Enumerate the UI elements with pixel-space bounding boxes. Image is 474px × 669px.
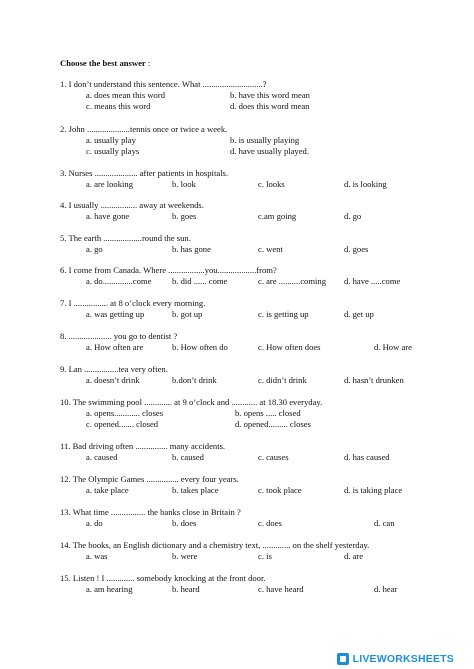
question-15 xyxy=(60,573,460,595)
question-stem: 13. What time ................ the banks close in Britain ? xyxy=(60,507,241,517)
options-row xyxy=(60,179,460,190)
question-stem: 4. I usually ................. away at weekends. xyxy=(60,200,204,210)
options-row xyxy=(60,211,460,222)
question-stem: 15. Listen ! I ............. somebody knocking at the front door. xyxy=(60,573,266,583)
option-c[interactable]: c. causes xyxy=(258,452,289,462)
option-a[interactable]: a. do..............come xyxy=(86,276,152,286)
option-b[interactable]: b. opens ..... closed xyxy=(235,408,301,418)
liveworksheets-logo-icon xyxy=(337,653,349,665)
options-row xyxy=(60,375,460,386)
option-a[interactable]: a. How often are xyxy=(86,342,144,352)
option-c[interactable]: c.am going xyxy=(258,211,297,221)
option-b[interactable]: b. caused xyxy=(172,452,204,462)
option-d[interactable]: d. have usually played. xyxy=(230,146,309,156)
question-11 xyxy=(60,441,460,463)
option-a[interactable]: a. am hearing xyxy=(86,584,133,594)
question-10 xyxy=(60,397,460,430)
option-b[interactable]: b. did ...... come xyxy=(172,276,228,286)
options-row xyxy=(60,485,460,496)
option-a[interactable]: a. have gone xyxy=(86,211,130,221)
option-a[interactable]: a. does mean this word xyxy=(86,90,165,100)
option-c[interactable]: c. means this word xyxy=(86,101,151,111)
brand-name: LIVEWORKSHEETS xyxy=(352,652,454,665)
options-row xyxy=(60,90,460,101)
option-b[interactable]: b.don’t drink xyxy=(172,375,217,385)
option-c[interactable]: c. looks xyxy=(258,179,285,189)
question-1 xyxy=(60,79,460,112)
options-row xyxy=(60,452,460,463)
options-row xyxy=(60,135,460,146)
option-d[interactable]: d. does this word mean xyxy=(230,101,310,111)
option-d[interactable]: d. hear xyxy=(374,584,398,594)
option-a[interactable]: a. was getting up xyxy=(86,309,145,319)
question-stem: 14. The books, an English dictionary and a chemistry text, ............. on the shelf yesterday. xyxy=(60,540,370,550)
instructions-label: Choose the best answer xyxy=(60,58,146,68)
option-a[interactable]: a. was xyxy=(86,551,108,561)
option-c[interactable]: c. are ..........coming xyxy=(258,276,327,286)
instructions-colon: : xyxy=(145,58,151,68)
question-stem: 1. I don’t understand this sentence. What ............................? xyxy=(60,79,267,89)
liveworksheets-brand[interactable] xyxy=(337,653,454,665)
question-14 xyxy=(60,540,460,562)
option-c[interactable]: c. have heard xyxy=(258,584,304,594)
options-row xyxy=(60,584,460,595)
question-stem: 5. The earth ..................round the sun. xyxy=(60,233,191,243)
option-b[interactable]: b. How often do xyxy=(172,342,228,352)
option-c[interactable]: c. went xyxy=(258,244,283,254)
question-13 xyxy=(60,507,460,529)
instructions-heading xyxy=(60,58,150,68)
option-a[interactable]: a. caused xyxy=(86,452,118,462)
option-b[interactable]: b. heard xyxy=(172,584,200,594)
question-stem: 10. The swimming pool ............. at 9 o’clock and ............ at 18.30 everyday. xyxy=(60,397,323,407)
question-stem: 9. Lan ................tea very often. xyxy=(60,364,168,374)
option-a[interactable]: a. take place xyxy=(86,485,129,495)
options-row xyxy=(60,408,460,419)
option-d[interactable]: d. is taking place xyxy=(344,485,403,495)
option-b[interactable]: b. is usually playing xyxy=(230,135,300,145)
question-stem: 11. Bad driving often ............... many accidents. xyxy=(60,441,226,451)
question-5 xyxy=(60,233,460,255)
option-d[interactable]: d. goes xyxy=(344,244,369,254)
question-7 xyxy=(60,298,460,320)
option-d[interactable]: d. is looking xyxy=(344,179,387,189)
option-c[interactable]: c. is getting up xyxy=(258,309,309,319)
option-d[interactable]: d. get up xyxy=(344,309,374,319)
option-b[interactable]: b. look xyxy=(172,179,196,189)
question-6 xyxy=(60,265,460,287)
option-d[interactable]: d. opened......... closes xyxy=(235,419,311,429)
options-row xyxy=(60,551,460,562)
options-row xyxy=(60,146,460,157)
option-c[interactable]: c. took place xyxy=(258,485,302,495)
option-c[interactable]: c. is xyxy=(258,551,272,561)
question-8 xyxy=(60,331,460,353)
question-stem: 6. I come from Canada. Where .................you..................from? xyxy=(60,265,277,275)
question-stem: 8. .................... you go to dentist ? xyxy=(60,331,178,341)
question-stem: 7. I ................ at 8 o’clock every morning. xyxy=(60,298,206,308)
option-d[interactable]: d. has caused xyxy=(344,452,390,462)
question-4 xyxy=(60,200,460,222)
option-c[interactable]: c. usually plays xyxy=(86,146,140,156)
options-row xyxy=(60,101,460,112)
option-d[interactable]: d. have .....come xyxy=(344,276,401,286)
option-a[interactable]: a. usually play xyxy=(86,135,136,145)
option-d[interactable]: d. How are xyxy=(374,342,412,352)
option-d[interactable]: d. are xyxy=(344,551,364,561)
option-b[interactable]: b. got up xyxy=(172,309,203,319)
options-row xyxy=(60,419,460,430)
option-a[interactable]: a. opens............ closes xyxy=(86,408,164,418)
question-9 xyxy=(60,364,460,386)
option-b[interactable]: b. takes place xyxy=(172,485,219,495)
options-row xyxy=(60,342,460,353)
option-b[interactable]: b. does xyxy=(172,518,197,528)
option-c[interactable]: c. didn’t drink xyxy=(258,375,307,385)
option-d[interactable]: d. go xyxy=(344,211,362,221)
options-row xyxy=(60,309,460,320)
option-c[interactable]: c. does xyxy=(258,518,282,528)
option-d[interactable]: d. hasn’t drunken xyxy=(344,375,404,385)
options-row xyxy=(60,518,460,529)
option-b[interactable]: b. goes xyxy=(172,211,197,221)
option-a[interactable]: a. are looking xyxy=(86,179,134,189)
question-12 xyxy=(60,474,460,496)
question-3 xyxy=(60,168,460,190)
option-d[interactable]: d. can xyxy=(374,518,395,528)
option-b[interactable]: b. have this word mean xyxy=(230,90,310,100)
options-row xyxy=(60,244,460,255)
option-c[interactable]: c. opened....... closed xyxy=(86,419,159,429)
question-stem: 3. Nurses .................... after patients in hospitals. xyxy=(60,168,229,178)
question-stem: 12. The Olympic Games ............... every four years. xyxy=(60,474,239,484)
option-a[interactable]: a. doesn’t drink xyxy=(86,375,140,385)
options-row xyxy=(60,276,460,287)
option-c[interactable]: c. How often does xyxy=(258,342,321,352)
option-a[interactable]: a. go xyxy=(86,244,103,254)
option-a[interactable]: a. do xyxy=(86,518,103,528)
question-2 xyxy=(60,124,460,157)
footer-bar xyxy=(0,648,474,669)
question-stem: 2. John ....................tennis once or twice a week. xyxy=(60,124,228,134)
option-b[interactable]: b. were xyxy=(172,551,198,561)
option-b[interactable]: b. has gone xyxy=(172,244,211,254)
